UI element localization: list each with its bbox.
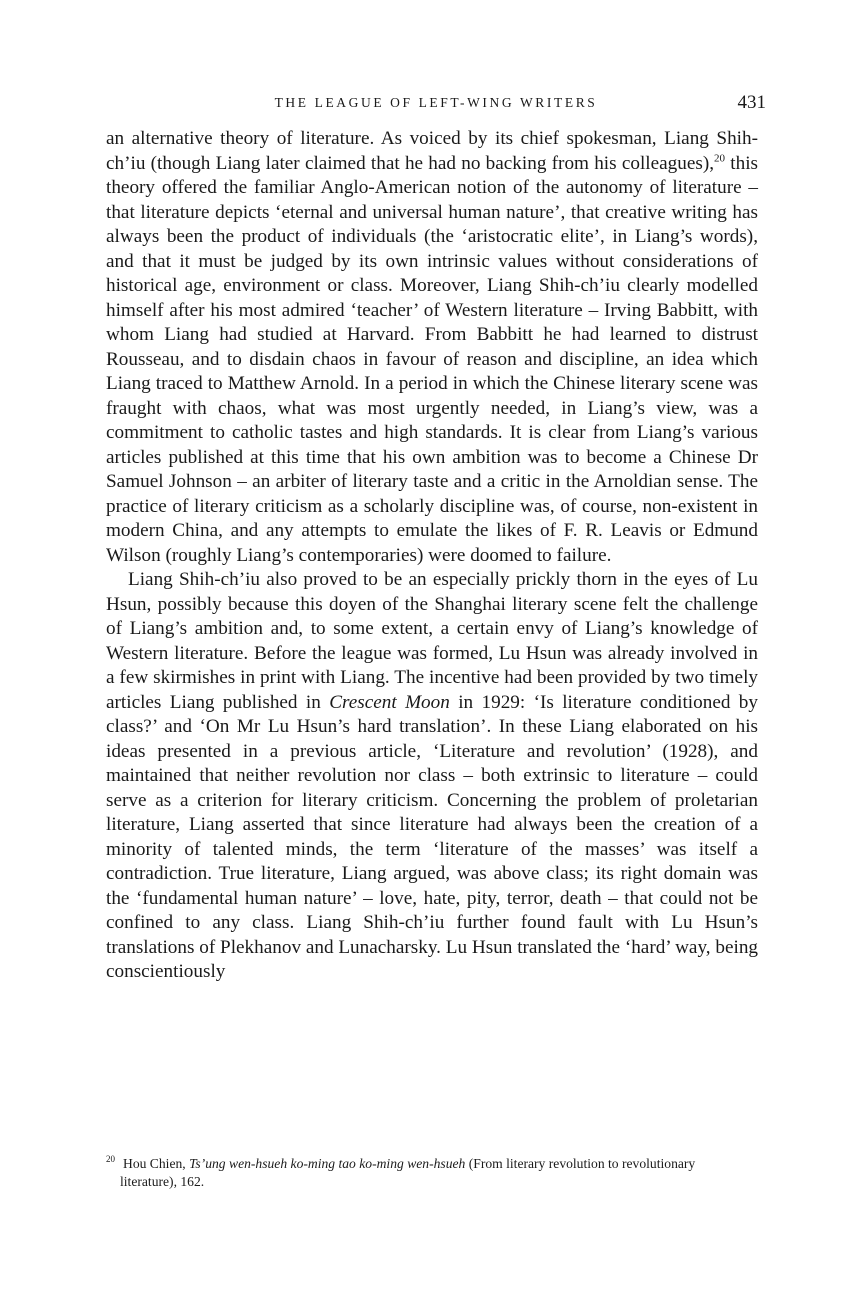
paragraph-1-text-b: this theory offered the familiar Anglo-American notion of the autonomy of literature – that literature depicts ‘eternal and universal human nature’, that creative writing has always been the product of individuals (the ‘aristocratic elite’, in Liang’s words), and that it must be judged by its own intrinsic values without considerations of historical age, environment or class. Moreover, Liang Shih-ch’iu clearly modelled himself after his most admired ‘teacher’ of Western literature – Irving Babbitt, with whom Liang had studied at Harvard. From Babbitt he had learned to distrust Rousseau, and to disdain chaos in favour of reason and discipline, an idea which Liang traced to Matthew Arnold. In a period in which the Chinese literary scene was fraught with chaos, what was most urgently needed, in Liang’s view, was a commitment to catholic tastes and high standards. It is clear from Liang’s various articles published at this time that his own ambition was to become a Chinese Dr Samuel Johnson – an arbiter of literary taste and a critic in the Arnoldian sense. The practice of literary criticism as a scholarly discipline was, of course, non-existent in modern China, and any attempts to emulate the likes of F. R. Leavis or Edmund Wilson (roughly Liang’s contemporaries) were doomed to failure. <box>106 152 759 566</box>
footnote-reference: 20 <box>714 152 726 165</box>
footnote-title: Ts’ung wen-hsueh ko-ming tao ko-ming wen-hsueh <box>189 1156 466 1171</box>
page-number: 431 <box>737 92 766 113</box>
body-text <box>106 127 758 985</box>
footnote-author: Hou Chien, <box>123 1156 190 1171</box>
journal-title: Crescent Moon <box>329 691 450 713</box>
footnote <box>106 1155 758 1191</box>
paragraph-1 <box>106 127 758 568</box>
running-head <box>106 92 766 116</box>
paragraph-2 <box>106 568 758 985</box>
footnote-rest: (From literary revolution to revolutionary <box>465 1156 696 1171</box>
paragraph-1-text-a: an alternative theory of literature. As voiced by its chief spokesman, Liang Shih-ch’iu (though Liang later claimed that he had no backing from his colleagues), <box>106 128 758 174</box>
running-title: THE LEAGUE OF LEFT-WING WRITERS <box>274 95 598 110</box>
footnote-mark: 20 <box>106 1154 115 1165</box>
footnote-continuation: literature), 162. <box>120 1174 205 1189</box>
paragraph-2-text-a: Liang Shih-ch’iu also proved to be an especially prickly thorn in the eyes of Lu Hsun, possibly because this doyen of the Shanghai literary scene felt the challenge of Liang’s ambition and, to some extent, a certain envy of Liang’s knowledge of Western literature. Before the league was formed, Lu Hsun was already involved in a few skirmishes in print with Liang. The incentive had been provided by two timely articles Liang published in <box>106 569 758 713</box>
paragraph-2-text-b: in 1929: ‘Is literature conditioned by class?’ and ‘On Mr Lu Hsun’s hard translation’. In these Liang elaborated on his ideas presented in a previous article, ‘Literature and revolution’ (1928), and maintained that neither revolution nor class – both extrinsic to literature – could serve as a criterion for literary criticism. Concerning the problem of proletarian literature, Liang asserted that since literature had always been the creation of a minority of talented minds, the term ‘literature of the masses’ was itself a contradiction. True literature, Liang argued, was above class; its right domain was the ‘fundamental human nature’ – love, hate, pity, terror, death – that could not be confined to any class. Liang Shih-ch’iu further found fault with Lu Hsun’s translations of Plekhanov and Lunacharsky. Lu Hsun translated the ‘hard’ way, being conscientiously <box>106 691 759 982</box>
